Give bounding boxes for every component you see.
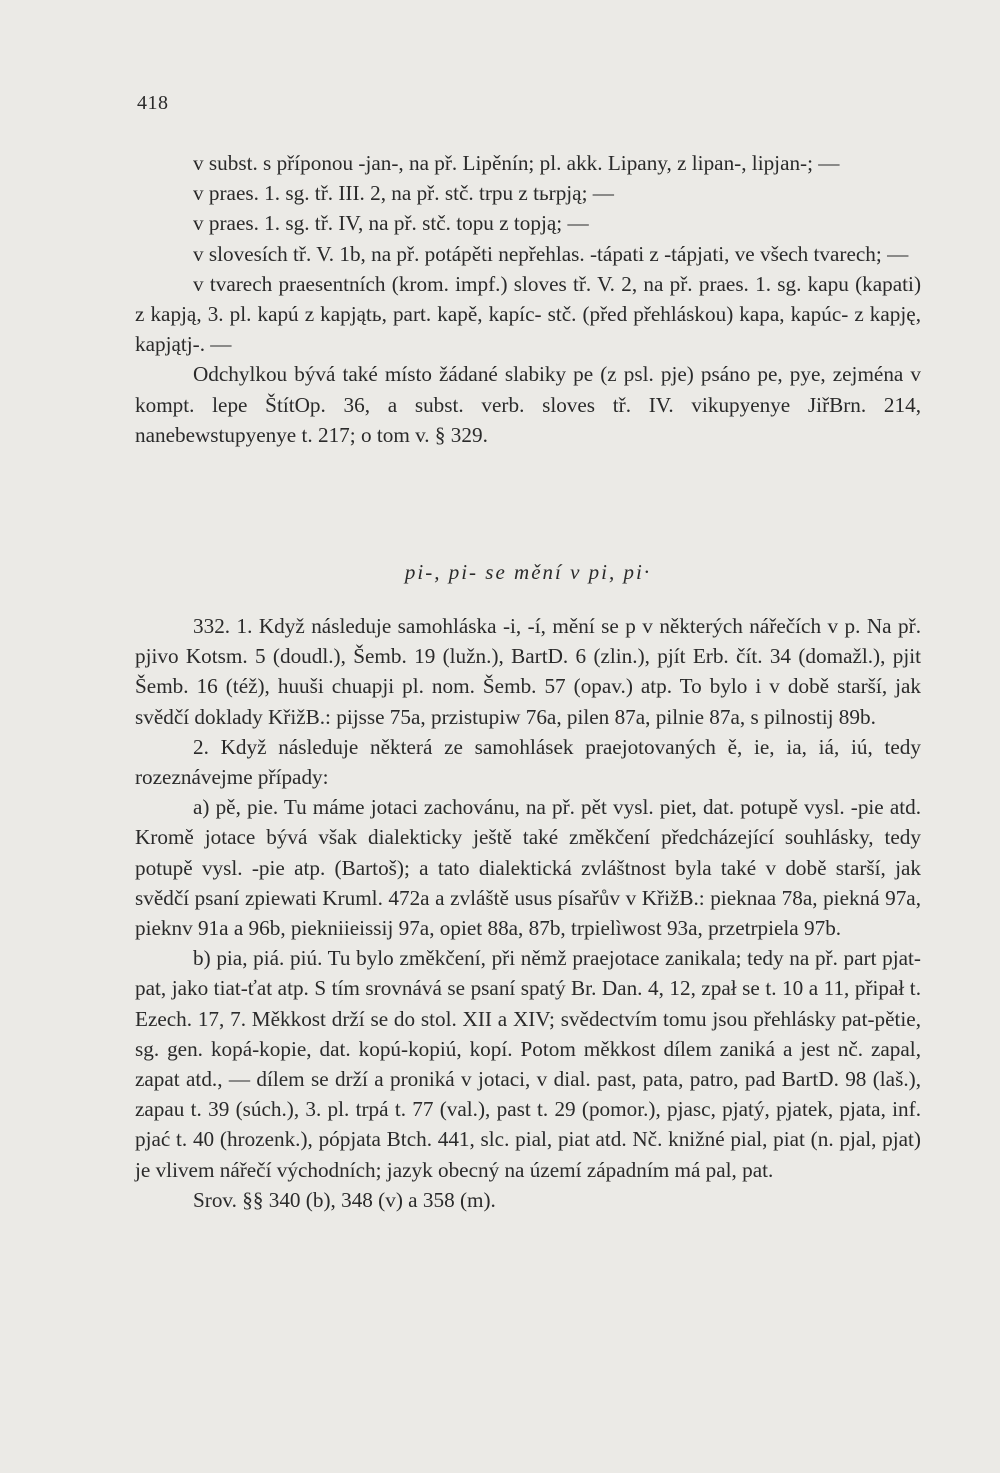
paragraph: 332. 1. Když následuje samohláska -i, -í, mění se p v některých nářečích v p. Na př. pjivo Kotsm. 5 (doudl.), Šemb. 19 (lužn.), BartD. 6 (zlin.), pjít Erb. čít. 34 (domažl.), pjit Šemb. 16 (též), huuši chuapji pl. nom. Šemb. 57 (opav.) atp. To bylo i v době starší, jak svědčí doklady KřižB.: pijsse 75a, przistupiw 76a, pilen 87a, pilnie 87a, s pilnostij 89b. [135,614,921,729]
paragraph: b) pia, piá. piú. Tu bylo změkčení, při němž praejotace zanikala; tedy na př. part pjat-pat, jako tiat-ťat atp. S tím srovnává se psaní spatý Br. Dan. 4, 12, zpał se t. 10 a 11, připał t. Ezech. 17, 7. Měkkost drží se do stol. XII a XIV; svědectvím tomu jsou přehlásky pat-pětie, sg. gen. kopá-kopie, dat. kopú-kopiú, kopí. Potom měkkost dílem zaniká a jest nč. zapal, zapat atd., — dílem se drží a proniká v jotaci, v dial. past, pata, patro, pad BartD. 98 (laš.), zapau t. 39 (súch.), 3. pl. trpá t. 77 (val.), past t. 29 (pomor.), pjasc, pjatý, pjatek, pjata, inf. pjać t. 40 (hrozenk.), pópjata Btch. 441, slc. pial, piat atd. Nč. knižné pial, piat (n. pjal, pjat) je vlivem nářečí východních; jazyk obecný na území západním má pal, pat. [135,946,921,1182]
section-heading: pi-, pi- se mění v pi, pi· [404,560,652,584]
paragraph: v slovesích tř. V. 1b, na př. potápěti nepřehlas. -tápati z -tápjati, ve všech tvarech; — [193,241,909,266]
paragraph: v tvarech praesentních (krom. impf.) sloves tř. V. 2, na př. praes. 1. sg. kapu (kapati) z kapją, 3. pl. kapú z kapjątь, part. kapě, kapíc- stč. (před přehláskou) kapa, kapúc- z kapję, kapjątj-. — [135,271,921,357]
paragraph: v praes. 1. sg. tř. III. 2, na př. stč. trpu z tьrpją; — [193,181,614,206]
paragraph: v subst. s příponou -jan-, na př. Lipěnín; pl. akk. Lipany, z lipan-, lipjan-; — [193,151,840,175]
text-block-1 [135,148,921,450]
paragraph: Odchylkou bývá také místo žádané slabiky pe (z psl. pje) psáno pe, pye, zejména v kompt. lepe ŠtítOp. 36, a subst. verb. sloves tř. IV. vikupyenye JiřBrn. 214, nanebewstupyenye t. 217; o tom v. § 329. [135,362,921,447]
text-block-2 [135,611,921,1215]
paragraph: a) pě, pie. Tu máme jotaci zachovánu, na př. pět vysl. piet, dat. potupě vysl. -pie atd. Kromě jotace bývá však dialekticky ještě také změkčení předcházející souhlásky, tedy potupě vysl. -pie atp. (Bartoš); a tato dialektická zvláštnost byla také v době starší, jak svědčí psaní zpiewati Kruml. 472a a zvláště usus písařův v KřižB.: pieknaa 78a, piekná 97a, pieknv 91a a 96b, piekniieissij 97a, opiet 88a, 87b, trpielìwost 93a, przetrpiela 97b. [135,795,921,941]
page-number: 418 [137,92,169,114]
paragraph: Srov. §§ 340 (b), 348 (v) a 358 (m). [193,1187,496,1212]
paragraph: v praes. 1. sg. tř. IV, na př. stč. topu z topją; — [193,211,589,236]
paragraph: 2. Když následuje některá ze samohlásek praejotovaných ě, ie, ia, iá, iú, tedy rozeznávejme případy: [135,734,921,790]
